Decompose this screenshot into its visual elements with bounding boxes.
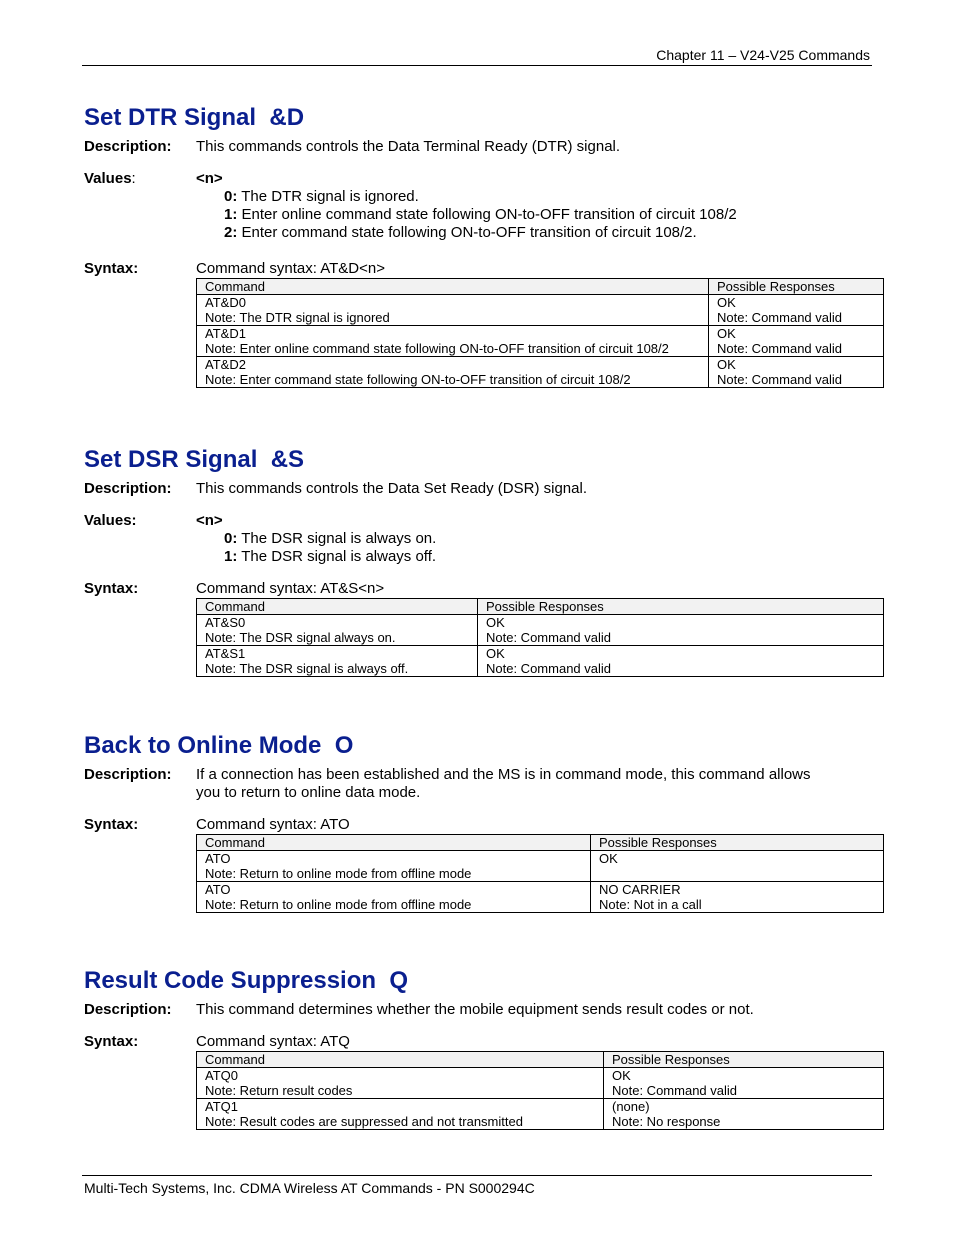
column-header-responses: Possible Responses bbox=[591, 835, 884, 851]
table-row bbox=[197, 357, 884, 388]
table-header-row bbox=[197, 599, 884, 615]
value-option: 0: The DSR signal is always on. bbox=[224, 530, 437, 547]
section-set-dsr bbox=[84, 446, 884, 677]
description-label: Description: bbox=[84, 766, 172, 783]
description-row bbox=[84, 480, 884, 498]
description-label: Description: bbox=[84, 480, 172, 497]
table-header-row bbox=[197, 279, 884, 295]
column-header-command: Command bbox=[197, 835, 591, 851]
command-cell: ATQ1 Note: Result codes are suppressed and not transmitted bbox=[197, 1099, 604, 1130]
column-header-responses: Possible Responses bbox=[604, 1052, 884, 1068]
syntax-row bbox=[84, 1033, 884, 1051]
description-text: This commands controls the Data Set Ready (DSR) signal. bbox=[196, 480, 587, 497]
section-result-code-suppression bbox=[84, 967, 884, 1130]
description-row bbox=[84, 1001, 884, 1019]
command-cell: AT&D2 Note: Enter command state following ON-to-OFF transition of circuit 108/2 bbox=[197, 357, 709, 388]
syntax-label: Syntax: bbox=[84, 816, 139, 833]
values-row bbox=[84, 512, 884, 530]
section-heading: Back to Online Mode O bbox=[84, 732, 354, 759]
section-set-dtr bbox=[84, 104, 884, 388]
value-option: 1: Enter online command state following ON-to-OFF transition of circuit 108/2 bbox=[224, 206, 737, 223]
section-heading: Set DSR Signal &S bbox=[84, 446, 305, 473]
column-header-responses: Possible Responses bbox=[709, 279, 884, 295]
section-heading: Result Code Suppression Q bbox=[84, 967, 409, 994]
column-header-command: Command bbox=[197, 279, 709, 295]
table-header-row bbox=[197, 1052, 884, 1068]
syntax-text: Command syntax: ATQ bbox=[196, 1033, 350, 1050]
command-table bbox=[196, 278, 884, 388]
response-cell: OK Note: Command valid bbox=[478, 646, 884, 677]
command-table bbox=[196, 1051, 884, 1130]
column-header-command: Command bbox=[197, 1052, 604, 1068]
description-label: Description: bbox=[84, 138, 172, 155]
command-table bbox=[196, 834, 884, 913]
syntax-text: Command syntax: AT&D<n> bbox=[196, 260, 385, 277]
section-heading: Set DTR Signal &D bbox=[84, 104, 305, 131]
table-row bbox=[197, 1068, 884, 1099]
table-row bbox=[197, 295, 884, 326]
table-row bbox=[197, 851, 884, 882]
response-cell: OK Note: Command valid bbox=[709, 326, 884, 357]
command-cell: AT&S1 Note: The DSR signal is always off. bbox=[197, 646, 478, 677]
command-table bbox=[196, 598, 884, 677]
response-cell: OK Note: Command valid bbox=[709, 295, 884, 326]
syntax-text: Command syntax: ATO bbox=[196, 816, 350, 833]
table-row bbox=[197, 646, 884, 677]
description-label: Description: bbox=[84, 1001, 172, 1018]
values-label: Values: bbox=[84, 512, 137, 529]
response-cell: OK bbox=[591, 851, 884, 882]
command-cell: AT&S0 Note: The DSR signal always on. bbox=[197, 615, 478, 646]
section-back-to-online bbox=[84, 732, 884, 913]
syntax-row bbox=[84, 260, 884, 278]
syntax-label: Syntax: bbox=[84, 1033, 139, 1050]
footer-divider bbox=[82, 1175, 872, 1176]
n-parameter: <n> bbox=[196, 512, 223, 529]
command-cell: ATQ0 Note: Return result codes bbox=[197, 1068, 604, 1099]
column-header-command: Command bbox=[197, 599, 478, 615]
table-row bbox=[197, 1099, 884, 1130]
response-cell: (none) Note: No response bbox=[604, 1099, 884, 1130]
description-text: This command determines whether the mobile equipment sends result codes or not. bbox=[196, 1001, 754, 1018]
command-cell: ATO Note: Return to online mode from offline mode bbox=[197, 851, 591, 882]
column-header-responses: Possible Responses bbox=[478, 599, 884, 615]
command-cell: AT&D0 Note: The DTR signal is ignored bbox=[197, 295, 709, 326]
value-option: 0: The DTR signal is ignored. bbox=[224, 188, 419, 205]
footer-text: Multi-Tech Systems, Inc. CDMA Wireless AT Commands - PN S000294C bbox=[84, 1180, 535, 1196]
table-row bbox=[197, 326, 884, 357]
values-label: Values: bbox=[84, 170, 136, 187]
response-cell: OK Note: Command valid bbox=[709, 357, 884, 388]
response-cell: OK Note: Command valid bbox=[478, 615, 884, 646]
value-option: 2: Enter command state following ON-to-OFF transition of circuit 108/2. bbox=[224, 224, 697, 241]
n-parameter: <n> bbox=[196, 170, 223, 187]
syntax-label: Syntax: bbox=[84, 580, 139, 597]
syntax-text: Command syntax: AT&S<n> bbox=[196, 580, 385, 597]
syntax-label: Syntax: bbox=[84, 260, 139, 277]
table-row bbox=[197, 615, 884, 646]
description-row bbox=[84, 138, 884, 156]
value-option: 1: The DSR signal is always off. bbox=[224, 548, 437, 565]
description-text: This commands controls the Data Terminal Ready (DTR) signal. bbox=[196, 138, 621, 155]
command-cell: AT&D1 Note: Enter online command state following ON-to-OFF transition of circuit 108/2 bbox=[197, 326, 709, 357]
description-row bbox=[84, 766, 884, 802]
description-text: If a connection has been established and the MS is in command mode, this command allows you to return to online data mode. bbox=[196, 766, 811, 801]
table-header-row bbox=[197, 835, 884, 851]
values-row bbox=[84, 170, 884, 188]
syntax-row bbox=[84, 816, 884, 834]
table-row bbox=[197, 882, 884, 913]
command-cell: ATO Note: Return to online mode from offline mode bbox=[197, 882, 591, 913]
response-cell: NO CARRIER Note: Not in a call bbox=[591, 882, 884, 913]
header-divider bbox=[82, 65, 872, 66]
chapter-title: Chapter 11 – V24-V25 Commands bbox=[656, 47, 870, 63]
syntax-row bbox=[84, 580, 884, 598]
response-cell: OK Note: Command valid bbox=[604, 1068, 884, 1099]
